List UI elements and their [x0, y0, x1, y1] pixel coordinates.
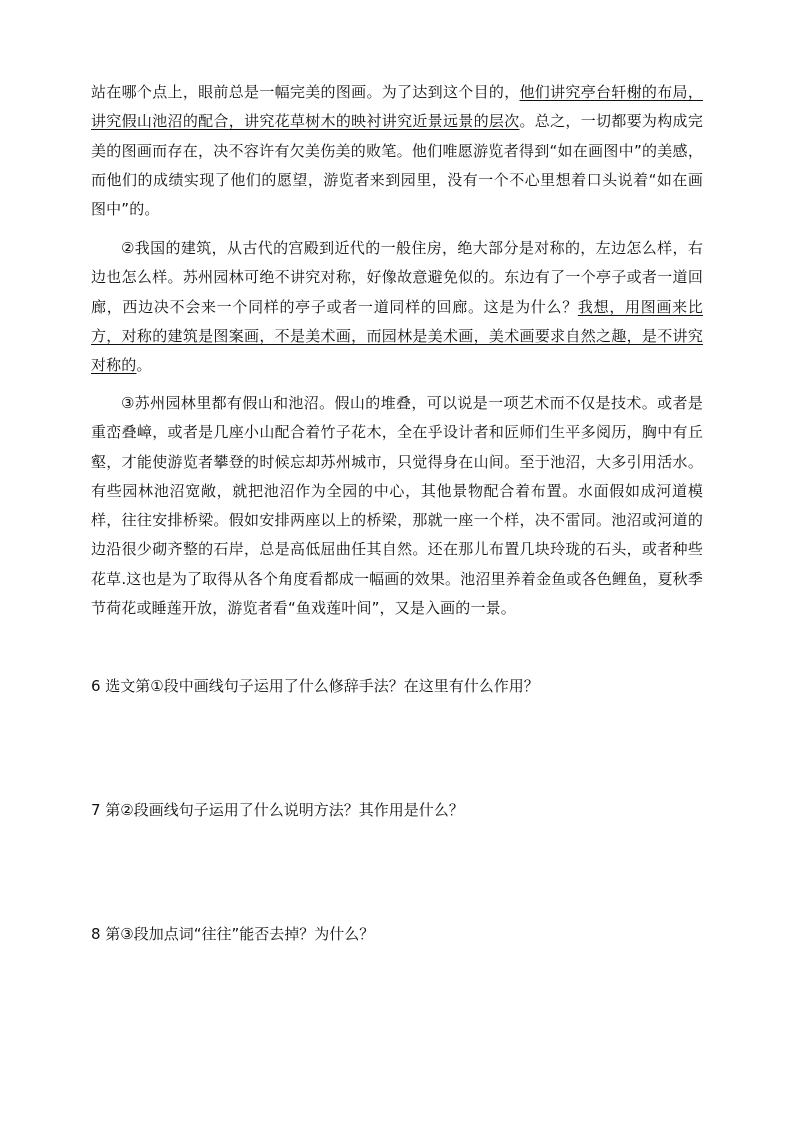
- paragraph-1-text-a: 站在哪个点上，眼前总是一幅完美的图画。为了达到这个目的，: [91, 83, 520, 101]
- paragraph-2-text-b: 。: [136, 356, 152, 375]
- question-8: 8 第③段加点词“往往”能否去掉？为什么？: [91, 925, 375, 943]
- paragraph-3: [91, 389, 703, 623]
- question-6: 6 选文第①段中画线句子运用了什么修辞手法？在这里有什么作用？: [91, 677, 539, 695]
- paragraph-3-text: ③苏州园林里都有假山和池沼。假山的堆叠，可以说是一项艺术而不仅是技术。或者是重峦叠嶂，或者是几座小山配合着竹子花木，全在乎设计者和匠师们生平多阅历，胸中有丘壑，才能使游览者攀登的时候忘却苏州城市，只觉得身在山间。至于池沼，大多引用活水。有些园林池沼宽敞，就把池沼作为全园的中心，其他景物配合着布置。水面假如成河道模样，往往安排桥梁。假如安排两座以上的桥梁，那就一座一个样，决不雷同。池沼或河道的边沿很少砌齐整的石岸，总是高低屈曲任其自然。还在那儿布置几块玲珑的石头，或者种些花草.这也是为了取得从各个角度看都成一幅画的效果。池沼里养着金鱼或各色鲤鱼，夏秋季节荷花或睡莲开放，游览者看“鱼戏莲叶间”，又是入画的一景。: [91, 394, 703, 618]
- paragraph-1-text-b: 。总之，一切都要为构成完美的图画而存在，决不容许有欠美伤美的败笔。他们唯愿游览者得到“如在画图中”的美感，而他们的成绩实现了他们的愿望，游览者来到园里，没有一个不心里想着口头说着“如在画图中”的。: [91, 112, 703, 219]
- paragraph-2-underlined-sentence: 我想，用图画来比方，对称的建筑是图案画，不是美术画，而园林是美术画，美术画要求自然之趣，是不讲究对称的: [91, 297, 704, 375]
- paragraph-1-underlined-sentence: 他们讲究亭台轩榭的布局，讲究假山池沼的配合，讲究花草树木的映衬讲究近景远景的层次: [91, 83, 703, 131]
- paragraph-2: [91, 234, 703, 380]
- question-7: 7 第②段画线句子运用了什么说明方法？其作用是什么？: [91, 801, 464, 819]
- paragraph-2-text-a: ②我国的建筑，从古代的宫殿到近代的一般住房，绝大部分是对称的，左边怎么样，右边也怎么样。苏州园林可绝不讲究对称，好像故意避免似的。东边有了一个亭子或者一道回廊，西边决不会来一个同样的亭子或者一道同样的回廊。这是为什么？: [91, 239, 703, 316]
- paragraph-1-continued: [91, 78, 703, 224]
